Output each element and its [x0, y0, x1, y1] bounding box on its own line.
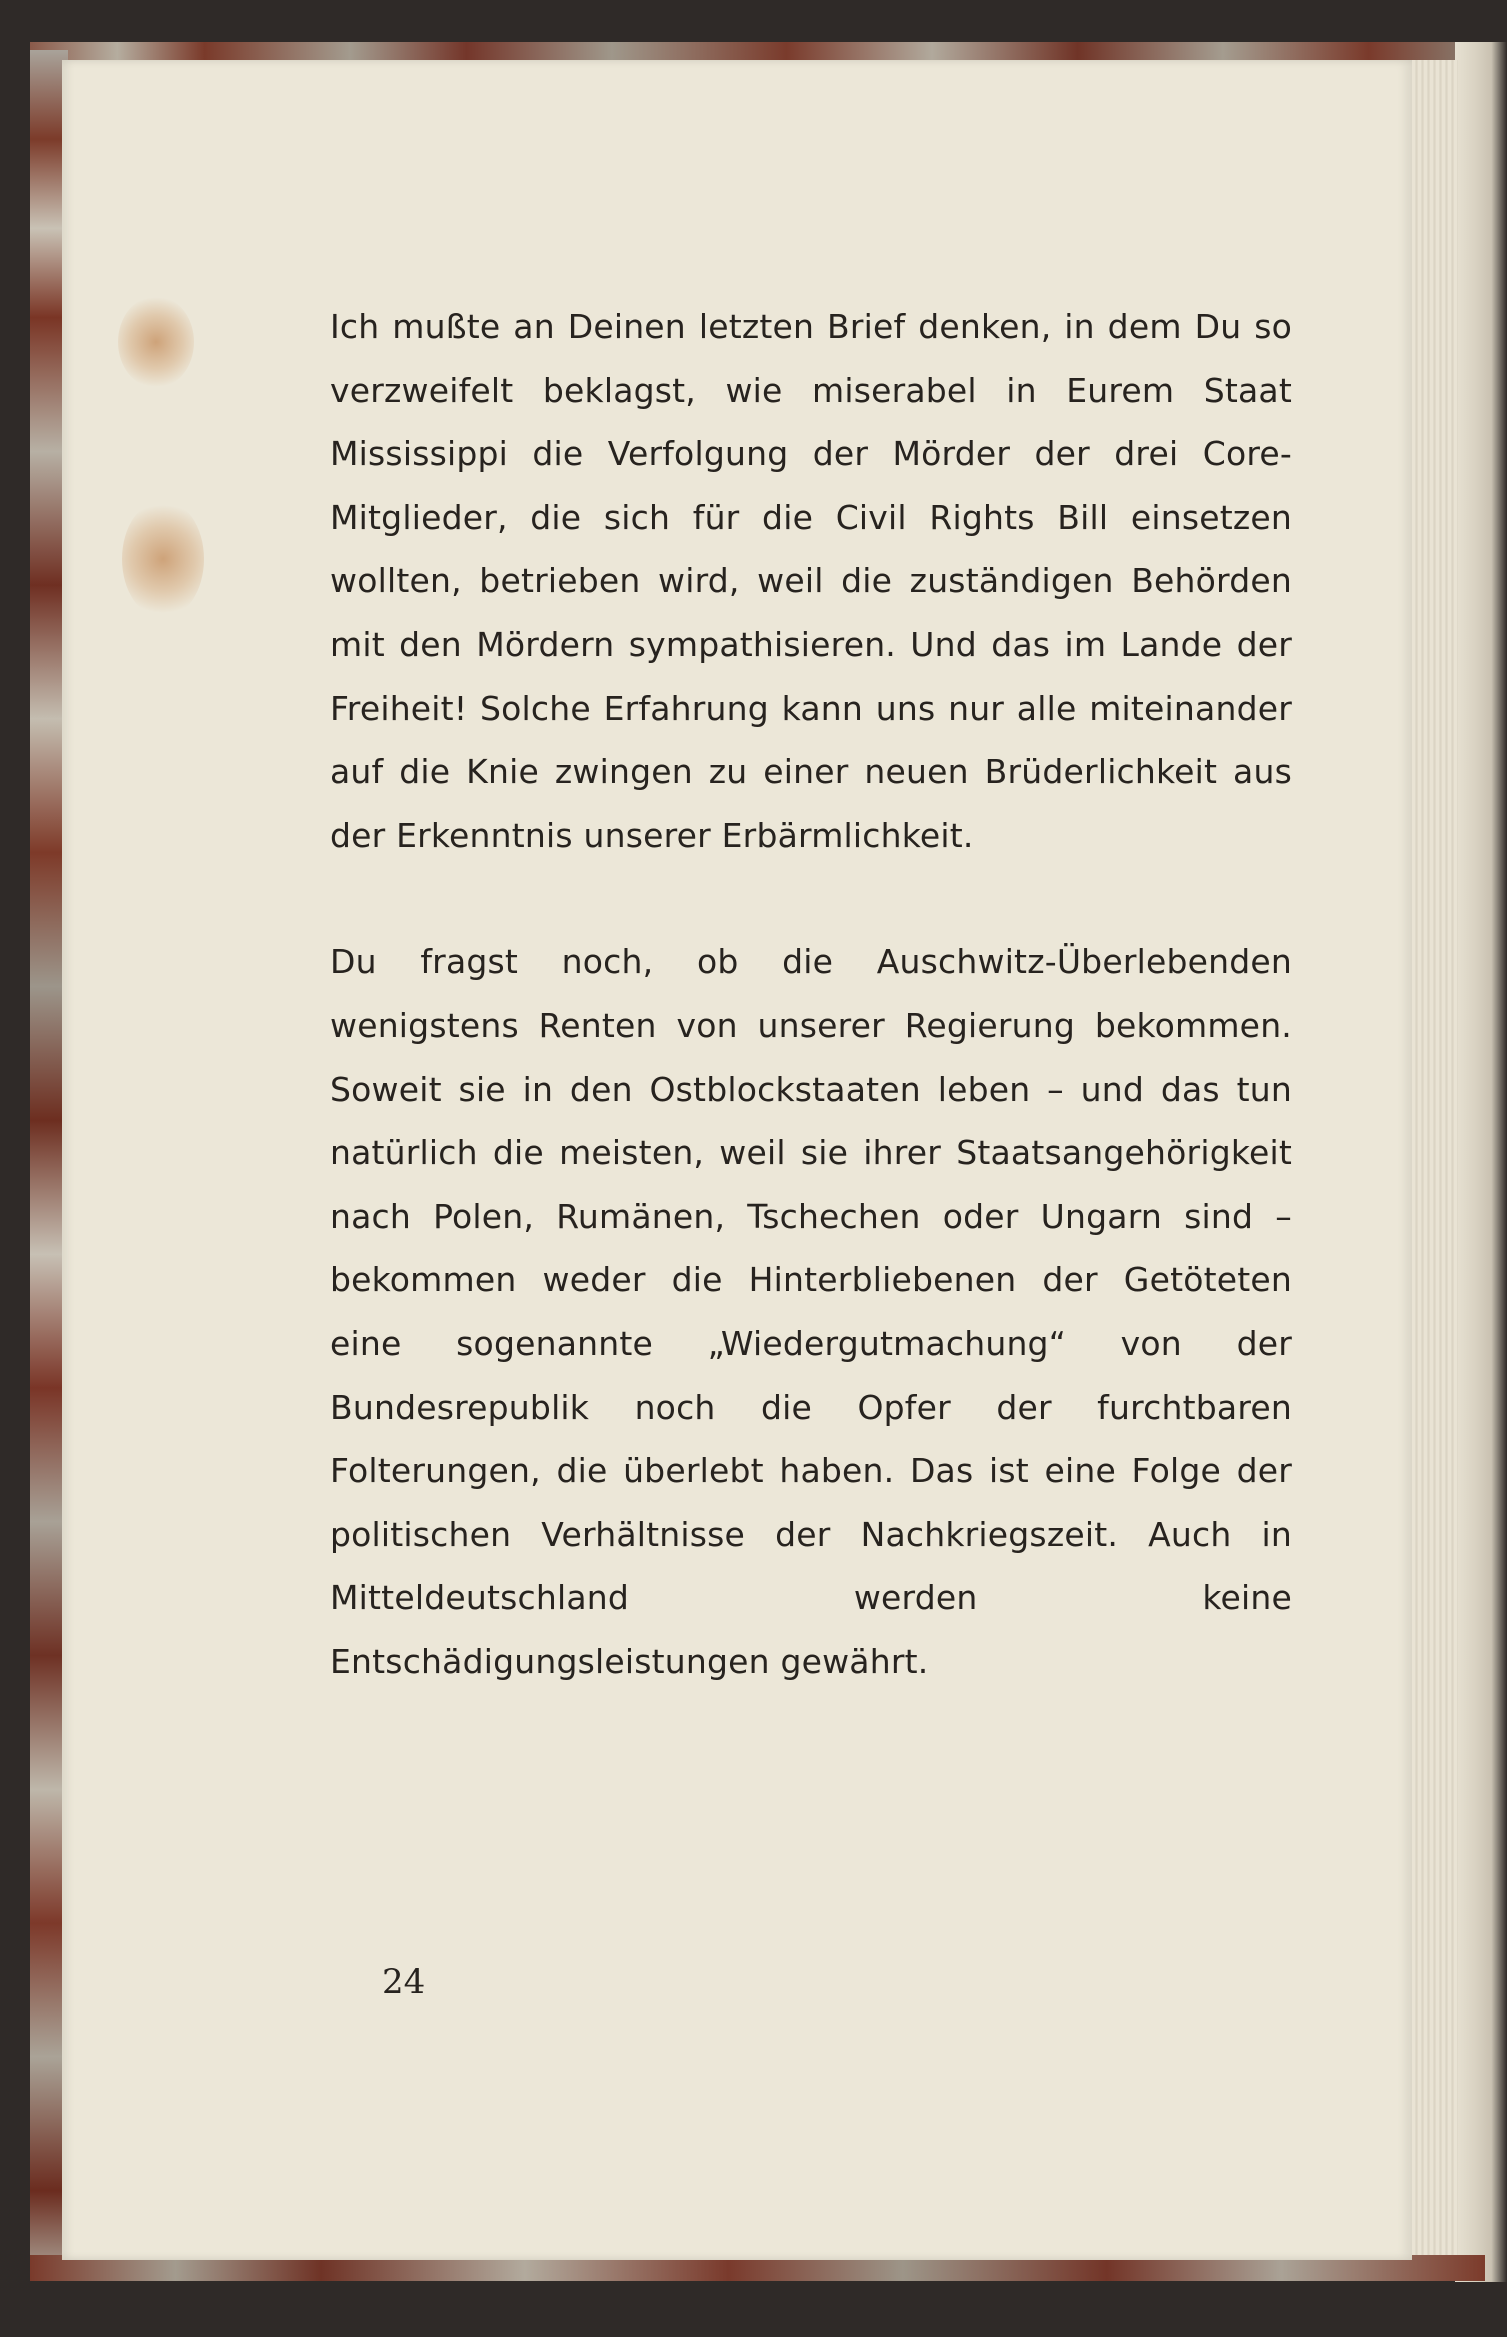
paragraph-1: Ich mußte an Deinen letzten Brief denken, in dem Du so verzweifelt beklagst, wie miserabel in Eurem Staat Mississippi die Verfolgung der Mörder der drei Core-Mitglieder, die sich für die Civil Rights Bill einsetzen wollten, betrieben wird, weil die zuständigen Behörden mit den Mördern sympathisieren. Und das im Lande der Freiheit! Solche Erfahrung kann uns nur alle miteinander auf die Knie zwingen zu einer neuen Brüderlichkeit aus der Erkenntnis unserer Erbärmlichkeit. [330, 307, 1292, 855]
paragraph-2: Du fragst noch, ob die Auschwitz-Überlebenden wenigstens Renten von unserer Regierung bekommen. Soweit sie in den Ostblockstaaten leben – und das tun natürlich die meisten, weil sie ihrer Staatsangehörigkeit nach Polen, Rumänen, Tschechen oder Ungarn sind – bekommen weder die Hinterbliebenen der Getöteten eine sogenannte „Wiedergutmachung“ von der Bundesrepublik noch die Opfer der furchtbaren Folterungen, die überlebt haben. Das ist eine Folge der politischen Verhältnisse der Nachkriegszeit. Auch in Mitteldeutschland werden keine Entschädigungsleistungen gewährt. [330, 942, 1292, 1681]
page-stack-edge [1412, 60, 1458, 2260]
page-number: 24 [382, 1962, 426, 2002]
book-cover-right-edge [1455, 42, 1507, 2282]
foxing-stain [122, 500, 204, 618]
page-body-text [330, 295, 1292, 1693]
foxing-stain [118, 296, 194, 388]
